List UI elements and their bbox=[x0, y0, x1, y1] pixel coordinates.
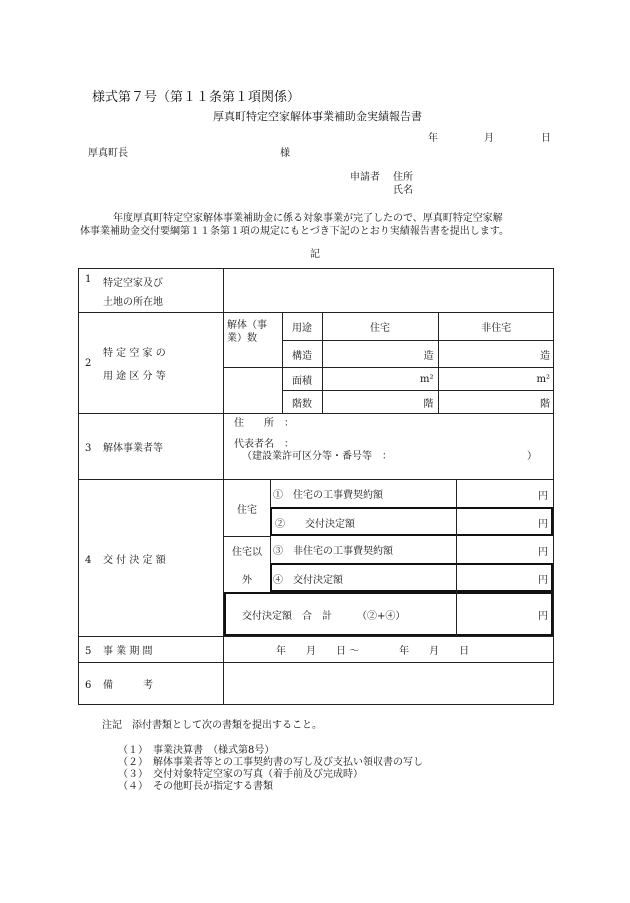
row-contractor bbox=[79, 414, 554, 480]
row-number: 6 bbox=[85, 680, 92, 691]
area-residential[interactable]: m² bbox=[322, 368, 438, 391]
document-title: 厚真町特定空家解体事業補助金実績報告書 bbox=[213, 110, 422, 123]
name-label: 氏名 bbox=[393, 185, 413, 196]
row-location bbox=[79, 269, 554, 313]
addressee: 厚真町長 bbox=[88, 148, 128, 159]
date-month: 月 bbox=[484, 133, 494, 144]
row-number: 1 bbox=[85, 273, 92, 285]
body-line-2: 体事業補助金交付要綱第１１条第１項の規定にもとづき下記のとおり実績報告書を提出します。 bbox=[80, 226, 509, 237]
residential-group-label: 住宅 bbox=[224, 480, 271, 537]
floors-residential[interactable]: 階 bbox=[322, 391, 438, 413]
area-non-residential[interactable]: m² bbox=[438, 368, 554, 391]
structure-non-residential[interactable]: 造 bbox=[438, 340, 554, 368]
row-number: 5 bbox=[85, 646, 92, 657]
row-remarks bbox=[79, 663, 554, 705]
contractor-representative: 代表者名 ： bbox=[234, 439, 294, 450]
location-value[interactable] bbox=[224, 269, 554, 313]
item-1-amount[interactable]: 円 bbox=[456, 480, 553, 509]
ki-mark: 記 bbox=[310, 249, 320, 260]
row-use-category bbox=[79, 313, 554, 414]
note-item-4: （４） その他町長が指定する書類 bbox=[118, 781, 273, 792]
contractor-info[interactable] bbox=[224, 414, 554, 480]
row-number: 3 bbox=[85, 443, 92, 454]
structure-residential[interactable]: 造 bbox=[322, 340, 438, 368]
location-label-a: 特定空家及び bbox=[103, 277, 163, 289]
close-paren: ） bbox=[527, 451, 537, 462]
item-2-label: ② 交付決定額 bbox=[275, 518, 355, 530]
note-item-1: （１） 事業決算書 （様式第8号） bbox=[118, 745, 275, 756]
date-day: 日 bbox=[541, 133, 551, 144]
total-amount[interactable]: 円 bbox=[456, 592, 553, 636]
row-number: 4 bbox=[85, 554, 92, 566]
note-item-2: （２） 解体事業者等との工事契約書の写し及び支払い領収書の写し bbox=[118, 757, 423, 768]
demolition-count-label-b: 業）数 bbox=[227, 333, 257, 344]
form-number: 様式第７号（第１１条第１項関係） bbox=[92, 90, 301, 105]
location-label-b: 土地の所在地 bbox=[103, 296, 163, 308]
item-3-amount[interactable]: 円 bbox=[456, 536, 553, 565]
report-table bbox=[78, 268, 554, 705]
date-year: 年 bbox=[428, 133, 438, 144]
demolition-count-label-a: 解体（事 bbox=[227, 320, 267, 331]
row-period bbox=[79, 637, 554, 663]
applicant-label: 申請者 bbox=[350, 172, 380, 183]
period-value[interactable]: 年 月 日 〜 年 月 日 bbox=[224, 637, 554, 663]
row-number: 2 bbox=[85, 357, 92, 369]
floors-label: 階数 bbox=[282, 391, 322, 413]
item-4-label: ④ 交付決定額 bbox=[273, 574, 343, 586]
use-label-b: 用 途 区 分 等 bbox=[103, 371, 166, 382]
grant-amount-label: 交 付 決 定 額 bbox=[103, 554, 166, 566]
use-header: 用途 bbox=[282, 313, 322, 340]
floors-non-residential[interactable]: 階 bbox=[438, 391, 554, 413]
period-label: 事 業 期 間 bbox=[103, 646, 153, 657]
remarks-value[interactable] bbox=[224, 663, 554, 705]
contractor-label: 解体事業者等 bbox=[103, 443, 163, 454]
honorific: 様 bbox=[280, 148, 290, 159]
area-label: 面積 bbox=[282, 368, 322, 391]
use-label-a: 特 定 空 家 の bbox=[103, 348, 166, 359]
item-1-label: ① 住宅の工事費契約額 bbox=[270, 480, 456, 508]
note-item-3: （３） 交付対象特定空家の写真（着手前及び完成時） bbox=[118, 769, 363, 780]
non-residential-header: 非住宅 bbox=[438, 313, 554, 340]
total-label: 交付決定額 合 計 （②+④） bbox=[242, 610, 406, 622]
notes-heading: 注記 添付書類として次の書類を提出すること。 bbox=[102, 720, 322, 731]
contractor-license: （建設業許可区分等・番号等 ： bbox=[242, 451, 392, 462]
remarks-label: 備 考 bbox=[103, 680, 153, 691]
structure-label: 構造 bbox=[282, 340, 322, 368]
item-4-amount[interactable]: 円 bbox=[456, 564, 553, 592]
non-residential-group-label: 住宅以 外 bbox=[224, 536, 271, 592]
item-2-amount[interactable]: 円 bbox=[456, 508, 553, 536]
contractor-address: 住 所 ： bbox=[234, 418, 294, 429]
address-label: 住所 bbox=[393, 172, 413, 183]
row-grant-amount bbox=[79, 480, 554, 637]
residential-header: 住宅 bbox=[322, 313, 438, 340]
body-line-1: 年度厚真町特定空家解体事業補助金に係る対象事業が完了したので、厚真町特定空家解 bbox=[113, 213, 503, 224]
item-3-label: ③ 非住宅の工事費契約額 bbox=[270, 536, 456, 564]
